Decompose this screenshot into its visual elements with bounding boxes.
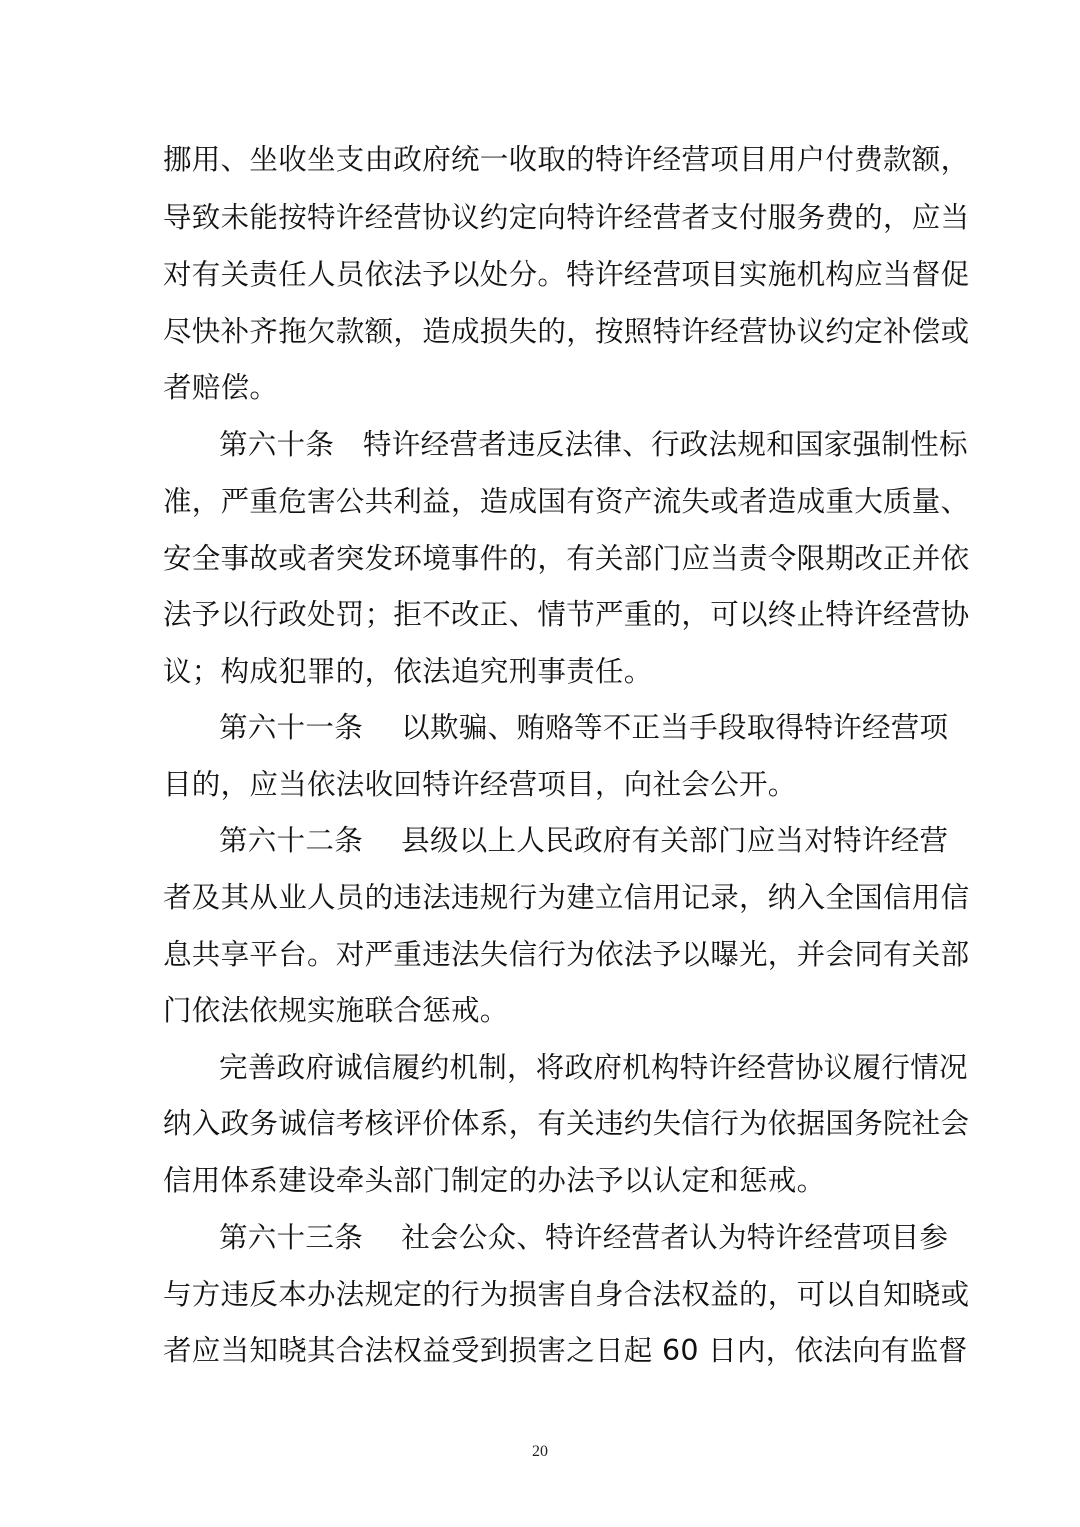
text-line: 门依法依规实施联合惩戒。: [163, 994, 509, 1027]
text-line: 者应当知晓其合法权益受到损害之日起 60 日内，依法向有监督: [163, 1334, 968, 1367]
text-line: 纳入政务诚信考核评价体系，有关违约失信行为依据国务院社会: [163, 1107, 970, 1140]
text-line: 法予以行政处罚；拒不改正、情节严重的，可以终止特许经营协: [163, 598, 970, 631]
text-line: 尽快补齐拖欠款额，造成损失的，按照特许经营协议约定补偿或: [163, 315, 970, 348]
article-63-line: 第六十三条 社会公众、特许经营者认为特许经营项目参: [219, 1221, 949, 1254]
text-line: 导致未能按特许经营协议约定向特许经营者支付服务费的，应当: [163, 201, 970, 234]
paragraph-line: 完善政府诚信履约机制，将政府机构特许经营协议履行情况: [219, 1051, 968, 1084]
article-60-line: 第六十条 特许经营者违反法律、行政法规和国家强制性标: [219, 428, 968, 461]
article-62-line: 第六十二条 县级以上人民政府有关部门应当对特许经营: [219, 824, 949, 857]
text-line: 者及其从业人员的违法违规行为建立信用记录，纳入全国信用信: [163, 881, 970, 914]
text-line: 安全事故或者突发环境事件的，有关部门应当责令限期改正并依: [163, 542, 970, 575]
text-line: 目的，应当依法收回特许经营项目，向社会公开。: [163, 768, 797, 801]
page-number: 20: [532, 1443, 548, 1460]
text-line: 对有关责任人员依法予以处分。特许经营项目实施机构应当督促: [163, 258, 970, 291]
text-line: 挪用、坐收坐支由政府统一收取的特许经营项目用户付费款额，: [163, 143, 970, 176]
text-line: 信用体系建设牵头部门制定的办法予以认定和惩戒。: [163, 1164, 826, 1197]
text-line: 准，严重危害公共利益，造成国有资产流失或者造成重大质量、: [163, 485, 970, 518]
text-line: 息共享平台。对严重违法失信行为依法予以曝光，并会同有关部: [163, 938, 970, 971]
text-line: 者赔偿。: [163, 371, 279, 404]
text-line: 与方违反本办法规定的行为损害自身合法权益的，可以自知晓或: [163, 1278, 970, 1311]
text-line: 议；构成犯罪的，依法追究刑事责任。: [163, 655, 653, 688]
article-61-line: 第六十一条 以欺骗、贿赂等不正当手段取得特许经营项: [219, 711, 949, 744]
